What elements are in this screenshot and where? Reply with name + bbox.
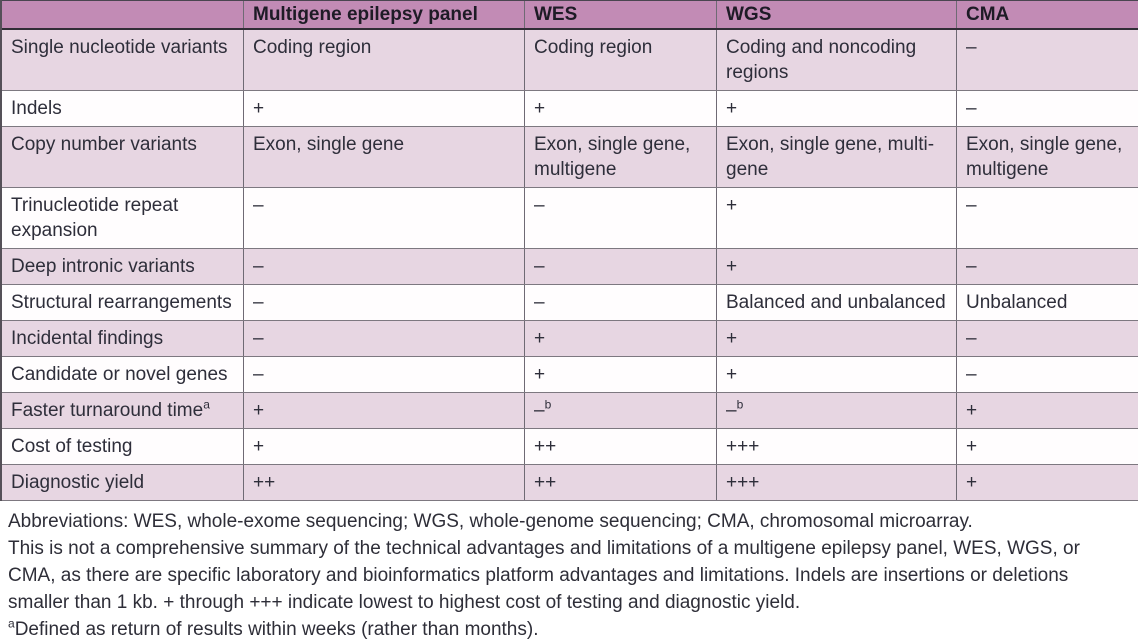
table-cell: – <box>966 328 977 349</box>
row-label: Structural rearrangements <box>2 285 244 320</box>
table-cell: – <box>244 188 525 248</box>
table-cell: + <box>717 188 957 248</box>
table-cell: + <box>525 91 717 126</box>
table-row <box>2 357 1138 393</box>
column-header-cma: CMA <box>966 4 1010 25</box>
table-cell: – <box>525 249 717 284</box>
table-cell: + <box>244 91 525 126</box>
row-label: Indels <box>2 91 244 126</box>
table-cell: + <box>244 429 525 464</box>
table-cell: Exon, single gene, multigene <box>525 127 717 187</box>
table-cell: – <box>966 98 977 119</box>
table-cell: – <box>244 249 525 284</box>
row-label: Candidate or novel genes <box>2 357 244 392</box>
table-row <box>2 285 1138 321</box>
table-cell: Exon, single gene, multigene <box>966 134 1123 180</box>
table-cell: Exon, single gene <box>244 127 525 187</box>
column-header-blank <box>2 1 244 28</box>
table-cell: – <box>966 256 977 277</box>
row-label: Trinucleotide repeat expansion <box>2 188 244 248</box>
table-cell: Exon, single gene, multi-gene <box>717 127 957 187</box>
table-cell: –$^b$ <box>717 393 957 428</box>
table-cell: + <box>244 393 525 428</box>
table-cell: + <box>717 249 957 284</box>
table-cell: – <box>966 195 977 216</box>
table-cell: Coding region <box>525 30 717 90</box>
table-footnotes <box>0 508 1138 640</box>
table-cell: Unbalanced <box>966 292 1068 313</box>
table-cell: + <box>717 91 957 126</box>
row-label: Copy number variants <box>2 127 244 187</box>
table-cell: + <box>717 357 957 392</box>
table-cell: + <box>966 472 978 493</box>
table-cell: – <box>244 321 525 356</box>
table-cell: +++ <box>717 465 957 500</box>
column-header-multigene-panel: Multigene epilepsy panel <box>244 1 525 28</box>
table-cell: – <box>525 188 717 248</box>
table-row <box>2 321 1138 357</box>
table-row <box>2 127 1138 188</box>
table-row <box>2 393 1138 429</box>
table-cell: – <box>966 364 977 385</box>
table-cell: ++ <box>244 465 525 500</box>
table-cell: – <box>525 285 717 320</box>
table-cell: ++ <box>525 429 717 464</box>
row-label: Deep intronic variants <box>2 249 244 284</box>
row-label: Cost of testing <box>2 429 244 464</box>
row-label: Diagnostic yield <box>2 465 244 500</box>
table-cell: + <box>966 436 978 457</box>
table-cell: Balanced and unbalanced <box>717 285 957 320</box>
footnote-line: $^a$Defined as return of results within weeks (rather than months). <box>8 616 539 640</box>
table-row <box>2 188 1138 249</box>
row-label: Incidental findings <box>2 321 244 356</box>
table-cell: + <box>525 321 717 356</box>
table-cell: –$^b$ <box>525 393 717 428</box>
column-header-wgs: WGS <box>717 1 957 28</box>
table-row <box>2 465 1138 501</box>
table-cell: – <box>244 357 525 392</box>
table-row <box>2 429 1138 465</box>
table-row <box>2 249 1138 285</box>
table-cell: – <box>966 37 977 58</box>
column-header-wes: WES <box>525 1 717 28</box>
table-cell: – <box>244 285 525 320</box>
footnote-line: This is not a comprehensive summary of the technical advantages and limitations of a multigene epilepsy panel, WES, WGS, or CMA, as there are specific laboratory and bioinformatics platform advantages and limitations. Indels are insertions or deletions smaller than 1 kb. + through +++ indicate lowest to highest cost of testing and diagnostic yield. <box>8 538 1080 613</box>
table-cell: + <box>525 357 717 392</box>
table-cell: +++ <box>717 429 957 464</box>
footnote-line: Abbreviations: WES, whole-exome sequencing; WGS, whole-genome sequencing; CMA, chromosomal microarray. <box>8 511 973 532</box>
table-cell: Coding region <box>244 30 525 90</box>
table-row <box>2 91 1138 127</box>
table-header-row <box>2 0 1138 30</box>
row-label: Faster turnaround time$^a$ <box>2 393 244 428</box>
row-label: Single nucleotide variants <box>2 30 244 90</box>
table-cell: + <box>717 321 957 356</box>
table-row <box>2 30 1138 91</box>
table-cell: + <box>966 400 978 421</box>
table-cell: Coding and noncoding regions <box>717 30 957 90</box>
table-cell: ++ <box>525 465 717 500</box>
table-body <box>2 30 1138 501</box>
